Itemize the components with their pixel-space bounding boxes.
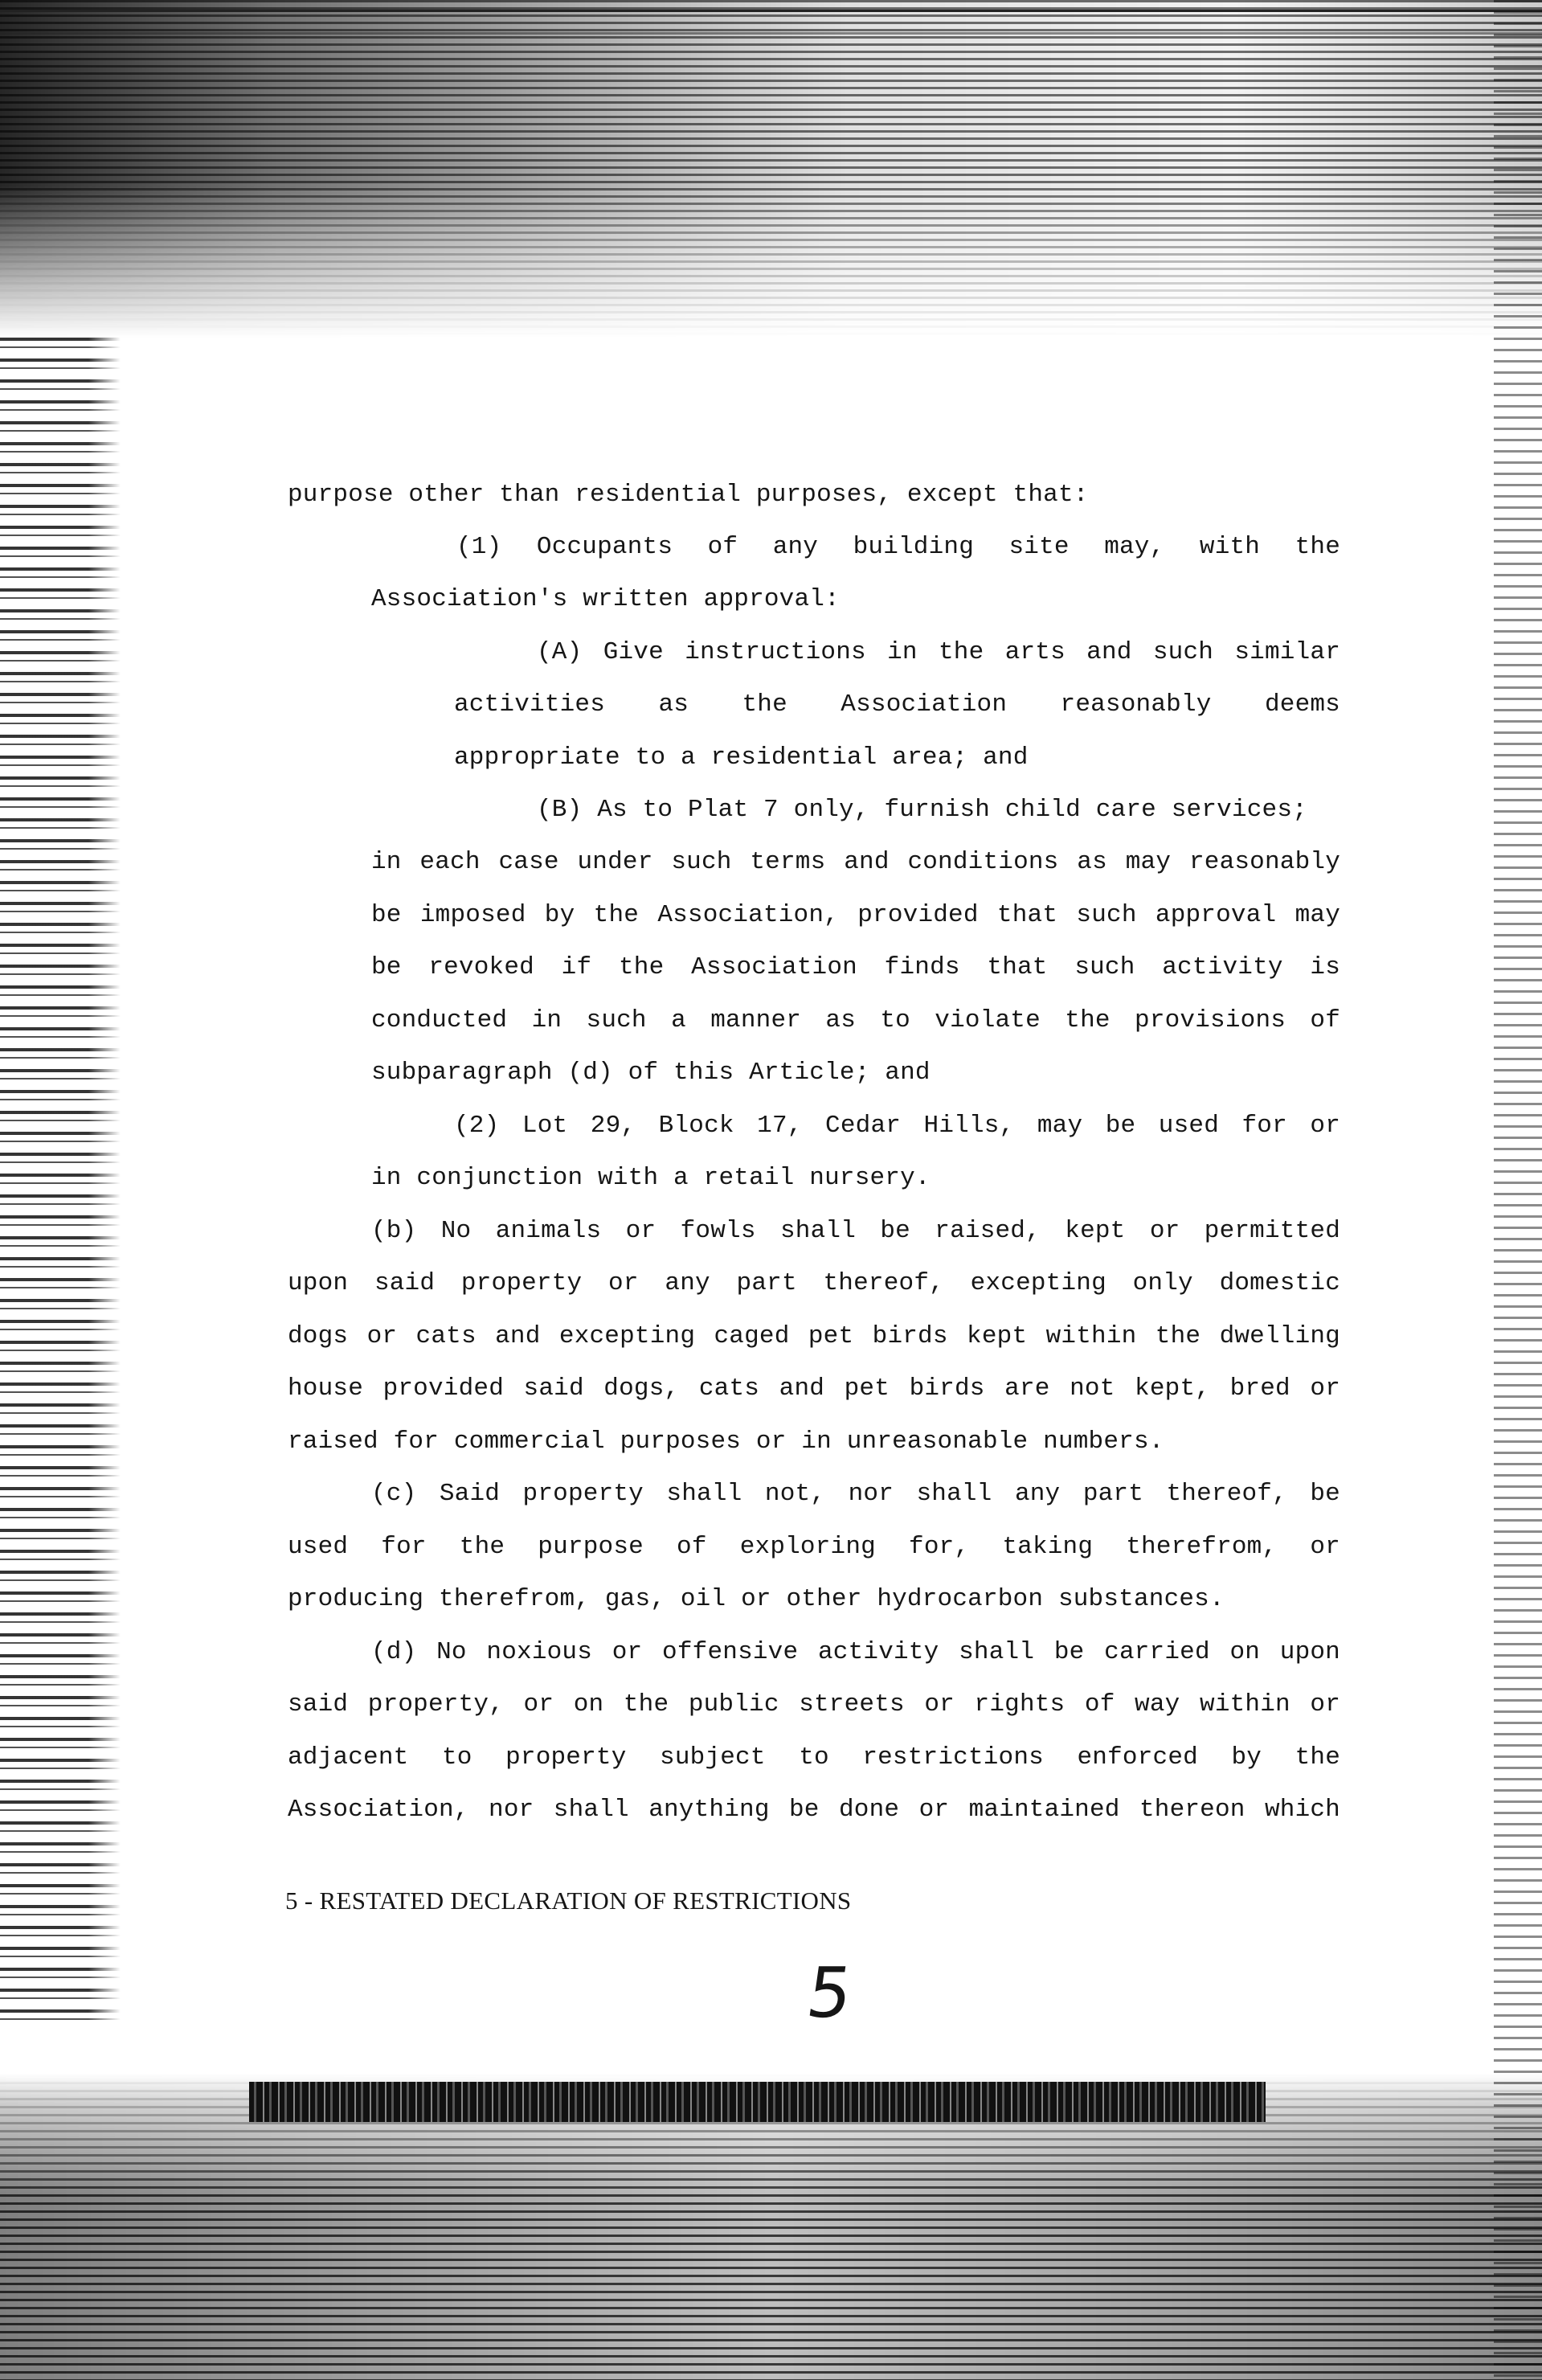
- text-line: (B) As to Plat 7 only, furnish child care services;: [537, 796, 1307, 824]
- text-line: used for the purpose of exploring for, taking therefrom, or: [288, 1533, 1340, 1561]
- text-line: (d) No noxious or offensive activity shall be carried on upon: [371, 1638, 1340, 1666]
- text-line: (c) Said property shall not, nor shall any part thereof, be: [371, 1480, 1340, 1508]
- text-line: adjacent to property subject to restrictions enforced by the: [288, 1743, 1340, 1772]
- text-line: activities as the Association reasonably deems: [454, 690, 1340, 719]
- text-line: in conjunction with a retail nursery.: [371, 1164, 931, 1192]
- text-line: raised for commercial purposes or in unreasonable numbers.: [288, 1428, 1164, 1456]
- text-line: in each case under such terms and conditions as may reasonably: [371, 848, 1340, 876]
- text-line: Association, nor shall anything be done or maintained thereon which: [288, 1796, 1340, 1824]
- text-line: (2) Lot 29, Block 17, Cedar Hills, may be used for or: [454, 1112, 1340, 1140]
- text-line: (A) Give instructions in the arts and such similar: [537, 638, 1340, 666]
- text-line: (1) Occupants of any building site may, with the: [456, 533, 1340, 561]
- text-line: (b) No animals or fowls shall be raised, kept or permitted: [371, 1217, 1340, 1245]
- text-line: upon said property or any part thereof, excepting only domestic: [288, 1269, 1340, 1297]
- text-line: said property, or on the public streets or rights of way within or: [288, 1690, 1340, 1718]
- text-line: appropriate to a residential area; and: [454, 743, 1029, 772]
- text-line: purpose other than residential purposes, except that:: [288, 481, 1089, 509]
- page-number: 5: [801, 1953, 857, 2034]
- text-line: subparagraph (d) of this Article; and: [371, 1059, 931, 1087]
- text-line: dogs or cats and excepting caged pet birds kept within the dwelling: [288, 1322, 1340, 1350]
- text-line: house provided said dogs, cats and pet birds are not kept, bred or: [288, 1374, 1340, 1403]
- text-line: be revoked if the Association finds that such activity is: [371, 953, 1340, 981]
- text-line: be imposed by the Association, provided that such approval may: [371, 901, 1340, 929]
- text-line: Association's written approval:: [371, 585, 840, 613]
- text-line: producing therefrom, gas, oil or other hydrocarbon substances.: [288, 1585, 1225, 1613]
- footer: 5 - RESTATED DECLARATION OF RESTRICTIONS: [285, 1886, 852, 1915]
- text-line: conducted in such a manner as to violate the provisions of: [371, 1006, 1340, 1034]
